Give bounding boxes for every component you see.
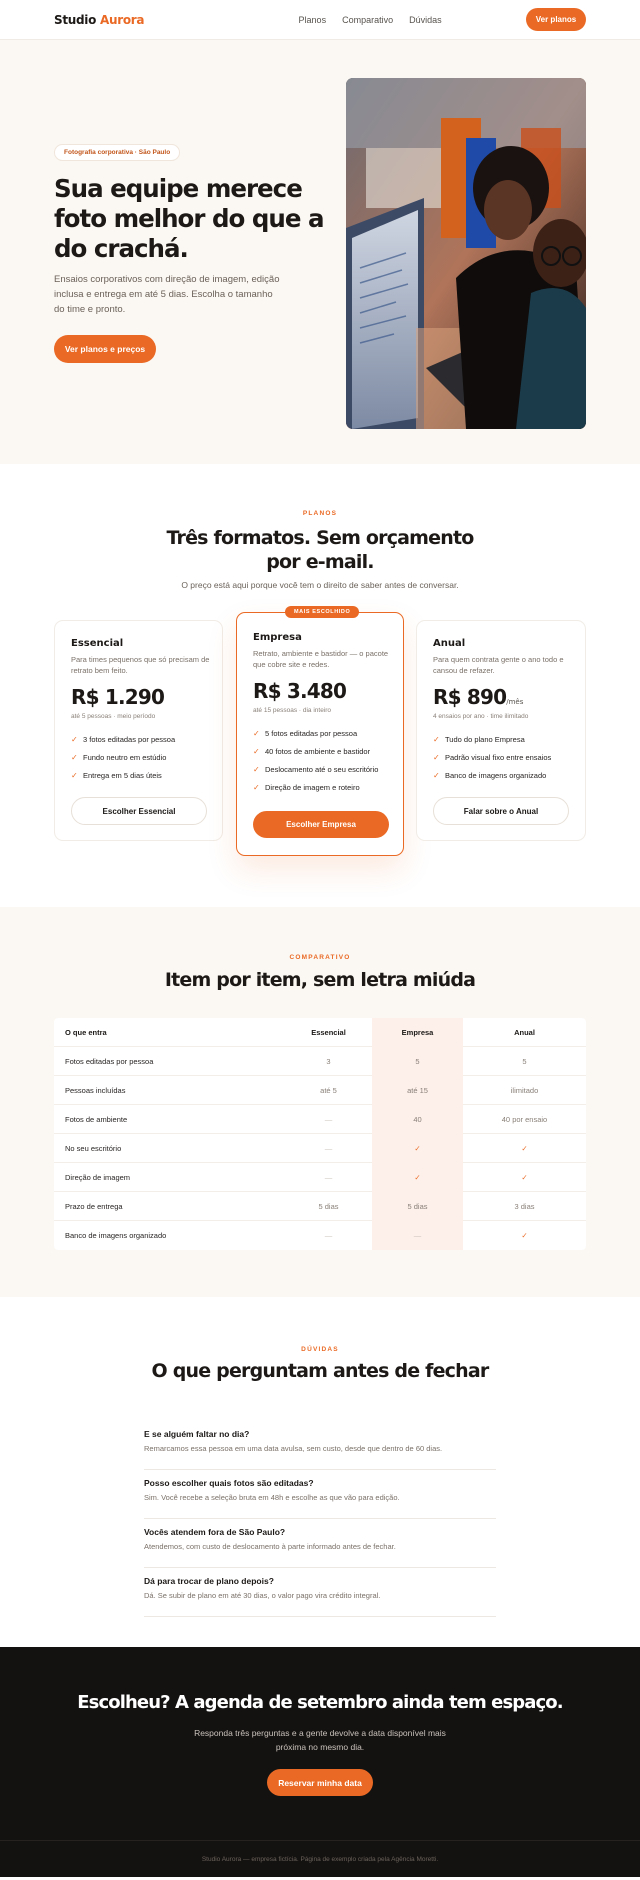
value-cell: 5 dias <box>372 1192 463 1221</box>
hero-title: Sua equipe merece foto melhor do que a do crachá. <box>54 174 324 263</box>
value-cell: 3 <box>326 1056 331 1066</box>
logo-main: Studio <box>54 12 97 27</box>
booking-cta-section <box>0 1647 640 1840</box>
choose-anual-button[interactable]: Falar sobre o Anual <box>433 797 569 825</box>
feature-item <box>253 729 378 738</box>
plan-price <box>71 685 164 709</box>
value-cell: 40 <box>372 1105 463 1134</box>
plan-desc: Retrato, ambiente e bastidor — o pacote que cobre site e redes. <box>253 649 389 669</box>
faq-title: O que perguntam antes de fechar <box>151 1360 489 1382</box>
hero-cta-button[interactable]: Ver planos e preços <box>54 335 156 363</box>
faq-section <box>0 1297 640 1647</box>
value-cell: — <box>324 1231 333 1240</box>
row-label-cell: Banco de imagens organizado <box>65 1231 167 1240</box>
feature-label: Deslocamento até o seu escritório <box>265 765 379 774</box>
table-row <box>54 1134 586 1163</box>
value-cell: ilimitado <box>510 1085 539 1095</box>
faq-item[interactable] <box>144 1519 496 1568</box>
header-cell: Anual <box>514 1027 535 1037</box>
table-row <box>54 1105 586 1134</box>
choose-essencial-button[interactable]: Escolher Essencial <box>71 797 207 825</box>
plan-features <box>253 729 378 801</box>
value-cell: 5 <box>522 1056 527 1066</box>
check-icon: ✓ <box>253 783 260 792</box>
hero-photo <box>346 78 586 429</box>
row-label-cell: Direção de imagem <box>65 1172 131 1182</box>
feature-label: 3 fotos editadas por pessoa <box>83 735 176 744</box>
header-cell: Empresa <box>372 1018 463 1047</box>
plan-price-value: R$ 1.290 <box>71 685 165 709</box>
nav-links <box>299 15 442 25</box>
plan-meta: até 15 pessoas · dia inteiro <box>253 707 332 714</box>
value-cell: até 5 <box>320 1085 337 1095</box>
check-icon: ✓ <box>253 765 260 774</box>
plan-meta: até 5 pessoas · meio período <box>71 713 156 720</box>
check-icon: ✓ <box>433 771 440 780</box>
value-cell: ✓ <box>372 1134 463 1163</box>
value-cell: — <box>324 1172 333 1182</box>
feature-label: 40 fotos de ambiente e bastidor <box>265 747 371 756</box>
feature-item <box>433 735 551 744</box>
row-label-cell: Fotos editadas por pessoa <box>65 1056 154 1066</box>
row-label-cell: No seu escritório <box>65 1143 122 1153</box>
plans-subtitle: O preço está aqui porque você tem o direito de saber antes de conversar. <box>181 580 459 590</box>
feature-item <box>253 765 378 774</box>
plan-price-value: R$ 3.480 <box>253 679 347 703</box>
table-row <box>54 1192 586 1221</box>
value-cell: 5 dias <box>318 1201 339 1211</box>
plan-card-anual <box>416 620 586 841</box>
feature-item <box>71 753 175 762</box>
faq-question[interactable]: Posso escolher quais fotos são editadas? <box>144 1478 314 1488</box>
booking-title: Escolheu? A agenda de setembro ainda tem espaço. <box>77 1692 563 1713</box>
check-icon: ✓ <box>71 771 78 780</box>
value-cell: — <box>324 1114 333 1124</box>
check-icon: ✓ <box>253 747 260 756</box>
nav-link-planos[interactable]: Planos <box>298 14 327 25</box>
faq-item[interactable] <box>144 1470 496 1519</box>
plan-price <box>253 679 346 703</box>
plan-card-essencial <box>54 620 223 841</box>
row-label-cell: Pessoas incluídas <box>65 1085 126 1095</box>
compare-title: Item por item, sem letra miúda <box>164 969 476 991</box>
value-cell: ✓ <box>521 1231 528 1240</box>
feature-label: Direção de imagem e roteiro <box>265 783 360 792</box>
logo-accent: Aurora <box>99 12 145 27</box>
footer-text: Studio Aurora — empresa fictícia. Página de exemplo criada pela Agência Moretti. <box>201 1855 439 1863</box>
faq-item[interactable] <box>144 1421 496 1470</box>
compare-eyebrow: COMPARATIVO <box>289 954 351 961</box>
plan-name: Empresa <box>253 632 302 643</box>
footer <box>0 1840 640 1877</box>
header-cell: O que entra <box>65 1027 107 1037</box>
feature-label: Tudo do plano Empresa <box>445 735 525 744</box>
value-cell: ✓ <box>521 1172 528 1182</box>
plans-section <box>0 464 640 907</box>
choose-empresa-button[interactable]: Escolher Empresa <box>253 811 389 838</box>
faq-question[interactable]: Vocês atendem fora de São Paulo? <box>144 1527 286 1537</box>
check-icon: ✓ <box>433 735 440 744</box>
check-icon: ✓ <box>71 735 78 744</box>
faq-answer: Sim. Você recebe a seleção bruta em 48h e escolhe as que vão para edição. <box>144 1493 400 1502</box>
comparison-table <box>54 1018 586 1250</box>
value-cell: — <box>372 1221 463 1250</box>
table-row <box>54 1221 586 1250</box>
most-chosen-badge: MAIS ESCOLHIDO <box>285 606 359 618</box>
plan-price-value: R$ 890 <box>433 685 507 709</box>
table-body <box>54 1047 586 1250</box>
plan-card-empresa <box>236 609 404 856</box>
table-header-row <box>54 1018 586 1047</box>
value-cell: 5 <box>372 1047 463 1076</box>
feature-item <box>71 735 175 744</box>
nav-cta-button[interactable]: Ver planos <box>526 8 586 31</box>
plan-desc: Para times pequenos que só precisam de retrato bem feito. <box>71 655 210 675</box>
feature-item <box>433 771 551 780</box>
header-cell: Essencial <box>311 1027 346 1037</box>
compare-section <box>0 907 640 1297</box>
feature-label: 5 fotos editadas por pessoa <box>265 729 358 738</box>
feature-item <box>433 753 551 762</box>
faq-question[interactable]: Dá para trocar de plano depois? <box>144 1576 274 1586</box>
value-cell: 40 por ensaio <box>501 1114 548 1124</box>
feature-item <box>71 771 175 780</box>
top-nav <box>0 0 640 40</box>
feature-item <box>253 747 378 756</box>
plan-price-period: /mês <box>506 698 524 706</box>
faq-eyebrow: DÚVIDAS <box>301 1346 339 1353</box>
hero-pill: Fotografia corporativa · São Paulo <box>54 144 180 161</box>
plan-features <box>71 735 175 789</box>
plan-name: Anual <box>433 638 466 649</box>
table-row <box>54 1047 586 1076</box>
hero-section <box>0 40 640 464</box>
value-cell: ✓ <box>372 1163 463 1192</box>
faq-answer: Dá. Se subir de plano em até 30 dias, o valor pago vira crédito integral. <box>144 1591 381 1600</box>
plans-eyebrow: PLANOS <box>302 510 338 517</box>
value-cell: até 15 <box>372 1076 463 1105</box>
logo[interactable] <box>54 13 144 27</box>
feature-label: Fundo neutro em estúdio <box>83 753 167 762</box>
plans-title: Três formatos. Sem orçamento por e-mail. <box>166 527 474 573</box>
row-label-cell: Fotos de ambiente <box>65 1114 128 1124</box>
row-label-cell: Prazo de entrega <box>65 1201 123 1211</box>
faq-answer: Remarcamos essa pessoa em uma data avulsa, sem custo, desde que dentro de 60 dias. <box>144 1444 443 1453</box>
plan-name: Essencial <box>71 638 124 649</box>
faq-item[interactable] <box>144 1568 496 1617</box>
check-icon: ✓ <box>253 729 260 738</box>
value-cell: 3 dias <box>514 1201 535 1211</box>
feature-label: Entrega em 5 dias úteis <box>83 771 162 780</box>
feature-item <box>253 783 378 792</box>
booking-subtitle: Responda três perguntas e a gente devolve a data disponível mais próxima no mesmo dia. <box>194 1728 446 1752</box>
plan-desc: Para quem contrata gente o ano todo e cansou de refazer. <box>433 655 564 675</box>
faq-question[interactable]: E se alguém faltar no dia? <box>144 1429 250 1439</box>
check-icon: ✓ <box>433 753 440 762</box>
value-cell: — <box>324 1143 333 1153</box>
faq-answer: Atendemos, com custo de deslocamento à parte informado antes de fechar. <box>144 1542 396 1551</box>
table-row <box>54 1076 586 1105</box>
feature-label: Banco de imagens organizado <box>445 771 547 780</box>
nav-link-duvidas[interactable]: Dúvidas <box>409 14 442 25</box>
team-photo-illustration <box>346 78 586 429</box>
hero-subtitle: Ensaios corporativos com direção de imagem, edição inclusa e entrega em até 5 dias. Escolha o tamanho do time e pronto. <box>54 274 280 315</box>
reserve-date-button[interactable]: Reservar minha data <box>267 1769 373 1796</box>
feature-label: Padrão visual fixo entre ensaios <box>445 753 552 762</box>
plan-features <box>433 735 551 789</box>
value-cell: ✓ <box>521 1143 528 1153</box>
plan-price <box>433 685 523 709</box>
plan-meta: 4 ensaios por ano · time ilimitado <box>433 713 529 720</box>
check-icon: ✓ <box>71 753 78 762</box>
faq-list <box>144 1421 496 1617</box>
table-row <box>54 1163 586 1192</box>
nav-link-comparativo[interactable]: Comparativo <box>342 14 394 25</box>
